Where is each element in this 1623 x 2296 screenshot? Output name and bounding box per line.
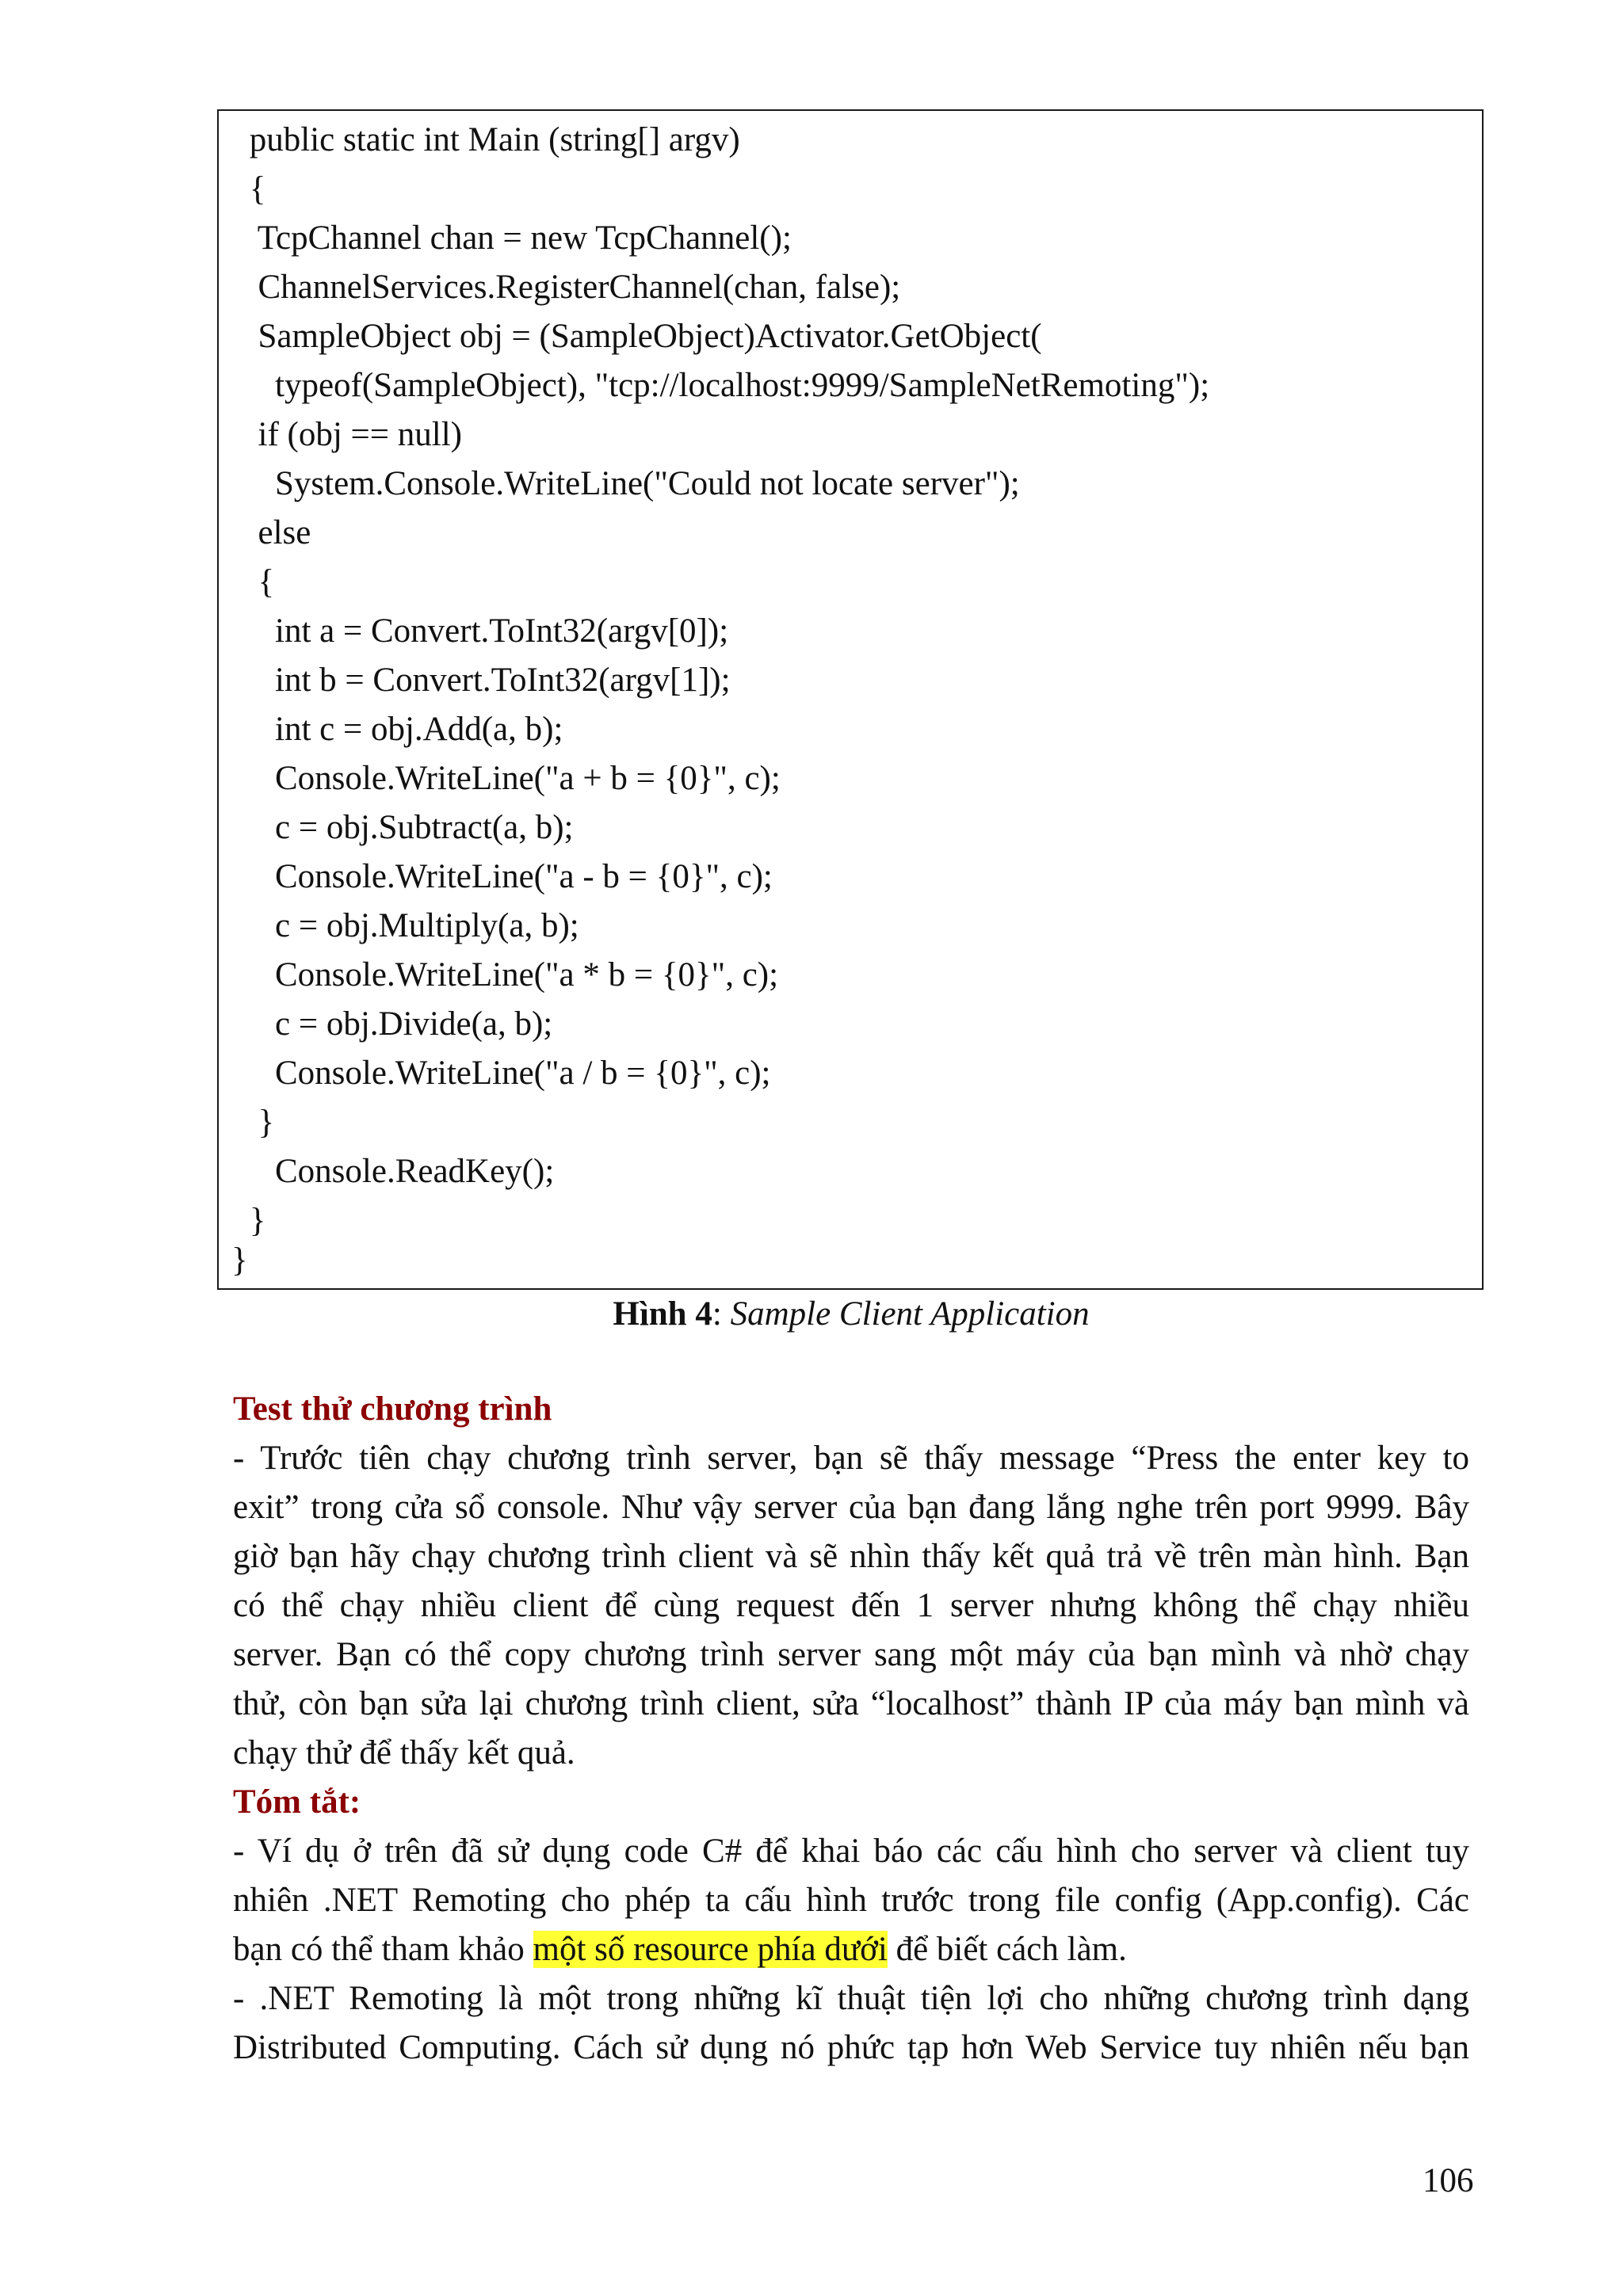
paragraph-line: - .NET Remoting là một trong những kĩ thuật tiện lợi cho những chương trình dạng	[233, 1980, 1469, 2017]
code-line: c = obj.Divide(a, b);	[241, 1005, 553, 1043]
section-heading-test: Test thử chương trình	[233, 1390, 552, 1428]
code-line: typeof(SampleObject), "tcp://localhost:9999/SampleNetRemoting");	[241, 367, 1210, 404]
paragraph-line: - Trước tiên chạy chương trình server, bạn sẽ thấy message “Press the enter key to	[233, 1440, 1469, 1477]
caption-separator: :	[712, 1295, 731, 1333]
caption-title: Sample Client Application	[730, 1295, 1090, 1333]
paragraph-line: giờ bạn hãy chạy chương trình client và sẽ nhìn thấy kết quả trả về trên màn hình. Bạn	[233, 1538, 1469, 1575]
paragraph-line: server. Bạn có thể copy chương trình server sang một máy của bạn mình và nhờ chạy	[233, 1636, 1469, 1673]
code-line: Console.WriteLine("a + b = {0}", c);	[241, 760, 781, 797]
code-line: int a = Convert.ToInt32(argv[0]);	[241, 612, 729, 650]
text-after-highlight: để biết cách làm.	[887, 1931, 1127, 1968]
code-line: int b = Convert.ToInt32(argv[1]);	[241, 662, 731, 699]
code-line: Console.WriteLine("a * b = {0}", c);	[241, 956, 779, 994]
paragraph-line: Distributed Computing. Cách sử dụng nó phức tạp hơn Web Service tuy nhiên nếu bạn	[233, 2029, 1469, 2066]
code-line: {	[241, 563, 275, 601]
code-line: }	[231, 1241, 248, 1279]
paragraph-line: có thể chạy nhiều client để cùng request đến 1 server nhưng không thể chạy nhiều	[233, 1587, 1469, 1624]
paragraph-line: chạy thử để thấy kết quả.	[233, 1734, 575, 1772]
paragraph-line: thử, còn bạn sửa lại chương trình client, sửa “localhost” thành IP của máy bạn mình và	[233, 1685, 1469, 1722]
code-listing-box	[217, 109, 1484, 1290]
caption-label: Hình 4	[613, 1295, 712, 1333]
code-line: else	[241, 514, 311, 551]
figure-caption	[0, 1290, 1623, 1339]
code-line: TcpChannel chan = new TcpChannel();	[241, 219, 792, 257]
code-line: ChannelServices.RegisterChannel(chan, false);	[241, 269, 901, 306]
code-line: Console.ReadKey();	[241, 1153, 555, 1190]
paragraph-line: nhiên .NET Remoting cho phép ta cấu hình trước trong file config (App.config). Các	[233, 1882, 1469, 1919]
paragraph-line: - Ví dụ ở trên đã sử dụng code C# để khai báo các cấu hình cho server và client tuy	[233, 1833, 1469, 1870]
code-line: if (obj == null)	[241, 416, 462, 453]
code-line: c = obj.Subtract(a, b);	[241, 809, 574, 846]
code-line: {	[241, 170, 266, 208]
code-line: }	[241, 1104, 275, 1141]
code-line: Console.WriteLine("a - b = {0}", c);	[241, 858, 773, 895]
code-line: public static int Main (string[] argv)	[241, 121, 740, 158]
code-line: System.Console.WriteLine("Could not locate server");	[241, 465, 1020, 502]
code-line: }	[241, 1202, 266, 1239]
paragraph-line-highlighted	[233, 1925, 1469, 1974]
code-line: SampleObject obj = (SampleObject)Activator.GetObject(	[241, 318, 1042, 355]
code-line: int c = obj.Add(a, b);	[241, 711, 563, 748]
code-line: c = obj.Multiply(a, b);	[241, 907, 579, 944]
page-number: 106	[1423, 2162, 1474, 2199]
text-before-highlight: bạn có thể tham khảo	[233, 1931, 533, 1968]
highlighted-text: một số resource phía dưới	[533, 1931, 888, 1968]
code-line: Console.WriteLine("a / b = {0}", c);	[241, 1055, 771, 1092]
section-heading-summary: Tóm tắt:	[233, 1783, 361, 1821]
paragraph-line: exit” trong cửa sổ console. Như vậy server của bạn đang lắng nghe trên port 9999. Bây	[233, 1489, 1469, 1526]
